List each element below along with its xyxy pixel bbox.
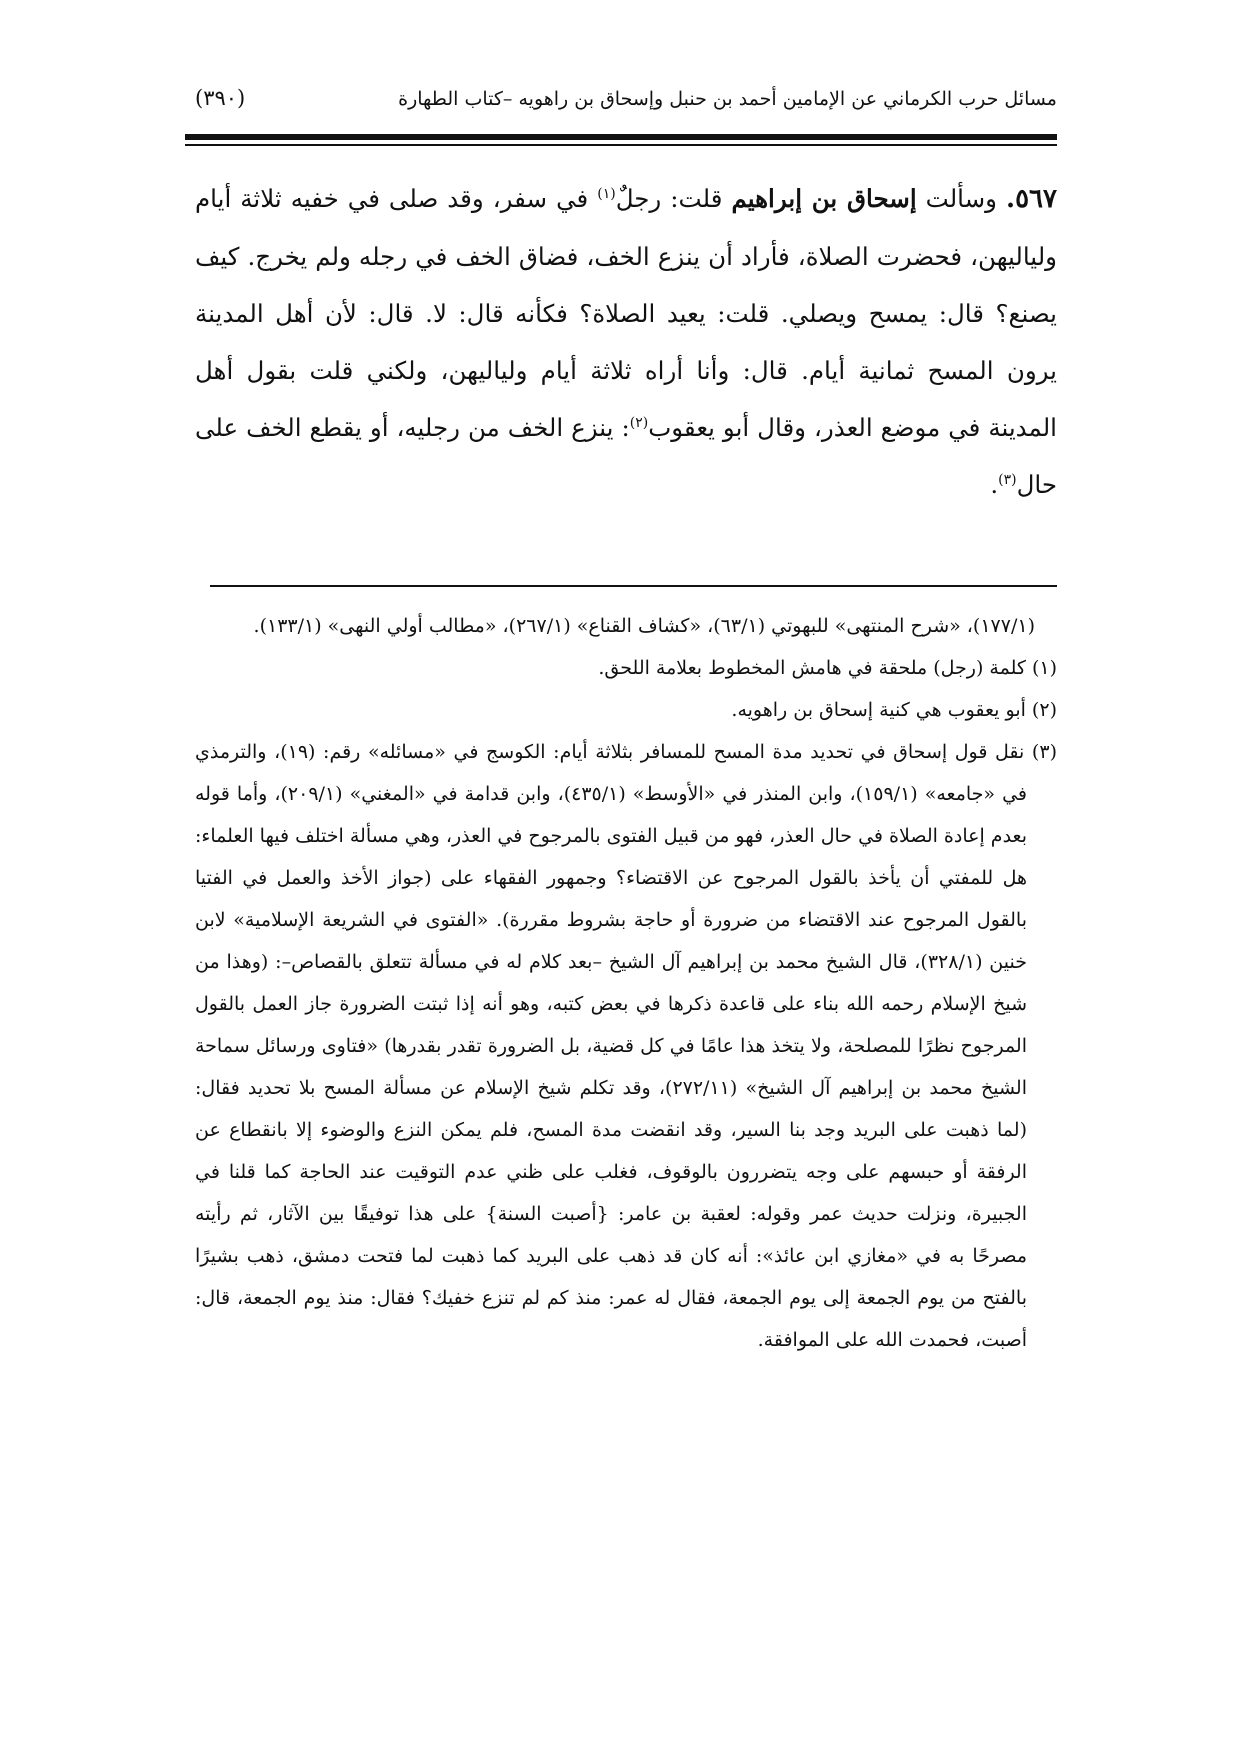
running-title: مسائل حرب الكرماني عن الإمامين أحمد بن حنبل وإسحاق بن راهويه –كتاب الطهارة [398, 88, 1057, 110]
footnote-ref-2[interactable]: (٢) [629, 414, 649, 431]
footnotes [195, 605, 1057, 1361]
issue-number: ٥٦٧. [1006, 184, 1057, 214]
footnote-2: (٢) أبو يعقوب هي كنية إسحاق بن راهويه. [731, 699, 1057, 721]
header-rule-thick [185, 134, 1057, 140]
issue-text-end: . [990, 470, 999, 499]
issue-paragraph [195, 170, 1057, 513]
footnote-ref-1[interactable]: (١) [597, 185, 616, 202]
footnote-separator [210, 585, 1057, 587]
footnote-ref-3[interactable]: (٣) [998, 471, 1017, 488]
issue-intro: وسألت [916, 184, 1007, 213]
questioned-scholar-name: إسحاق بن إبراهيم [731, 184, 917, 213]
footnote-3: (٣) نقل قول إسحاق في تحديد مدة المسح للمسافر بثلاثة أيام: الكوسج في «مسائله» رقم: (١٩)، والترمذي في «جامعه» (١٥٩/١)، وابن المنذر في «الأوسط» (٤٣٥/١)، وابن قدامة في «المغني» (٢٠٩/١)، وأما قوله بعدم إعادة الصلاة في حال العذر، فهو من قبيل الفتوى بالمرجوح في العذر، وهي مسألة اختلف فيها العلماء: هل للمفتي أن يأخذ بالقول المرجوح عن الاقتضاء؟ وجمهور الفقهاء على (جواز الأخذ والعمل في الفتيا بالقول المرجوح عند الاقتضاء من ضرورة أو حاجة بشروط مقررة). «الفتوى في الشريعة الإسلامية» لابن خنين (٣٢٨/١)، قال الشيخ محمد بن إبراهيم آل الشيخ –بعد كلام له في مسألة تتعلق بالقصاص–: (وهذا من شيخ الإسلام رحمه الله بناء على قاعدة ذكرها في بعض كتبه، وهو أنه إذا ثبتت الضرورة جاز العمل بالقول المرجوح نظرًا للمصلحة، ولا يتخذ هذا عامًا في كل قضية، بل الضرورة تقدر بقدرها) «فتاوى ورسائل سماحة الشيخ محمد بن إبراهيم آل الشيخ» (٢٧٢/١١)، وقد تكلم شيخ الإسلام عن مسألة المسح بلا تحديد فقال: (لما ذهبت على البريد وجد بنا السير، وقد انقضت مدة المسح، فلم يمكن النزع والوضوء إلا بانقطاع عن الرفقة أو حبسهم على وجه يتضررون بالوقوف، فغلب على ظني عدم التوقيت عند الحاجة كما قلنا في الجبيرة، ونزلت حديث عمر وقوله: لعقبة بن عامر: {أصبت السنة} على هذا توفيقًا بين الآثار، ثم رأيته مصرحًا به في «مغازي ابن عائذ»: أنه كان قد ذهب على البريد كما ذهبت لما فتحت دمشق، ذهب بشيرًا بالفتح من يوم الجمعة إلى يوم الجمعة، فقال له عمر: منذ كم لم تنزع خفيك؟ فقال: منذ يوم الجمعة، قال: أصبت، فحمدت الله على الموافقة. [195, 741, 1057, 1351]
issue-text-part2: في سفر، وقد صلى في خفيه ثلاثة أيام ولياليهن، فحضرت الصلاة، فأراد أن ينزع الخف، فضاق الخف في رجله ولم يخرج. كيف يصنع؟ قال: يمسح ويصلي. قلت: يعيد الصلاة؟ فكأنه قال: لا. قال: لأن أهل المدينة يرون المسح ثمانية أيام. قال: وأنا أراه ثلاثة أيام ولياليهن، ولكني قلت بقول أهل المدينة في موضع العذر، وقال أبو يعقوب [195, 184, 1057, 442]
issue-text-part3: : ينزع الخف من رجليه، أو يقطع الخف على حال [195, 413, 1057, 499]
page-number: (٣٩٠) [195, 86, 246, 110]
header-rule-thin [185, 144, 1057, 146]
issue-text-part1: قلت: رجلٌ [615, 184, 732, 213]
footnote-continuation: (١٧٧/١)، «شرح المنتهى» للبهوتي (٦٣/١)، «كشاف القناع» (٢٦٧/١)، «مطالب أولي النهى» (١٣٣/١). [253, 615, 1035, 637]
running-head [195, 80, 1057, 130]
footnote-1: (١) كلمة (رجل) ملحقة في هامش المخطوط بعلامة اللحق. [598, 657, 1057, 679]
